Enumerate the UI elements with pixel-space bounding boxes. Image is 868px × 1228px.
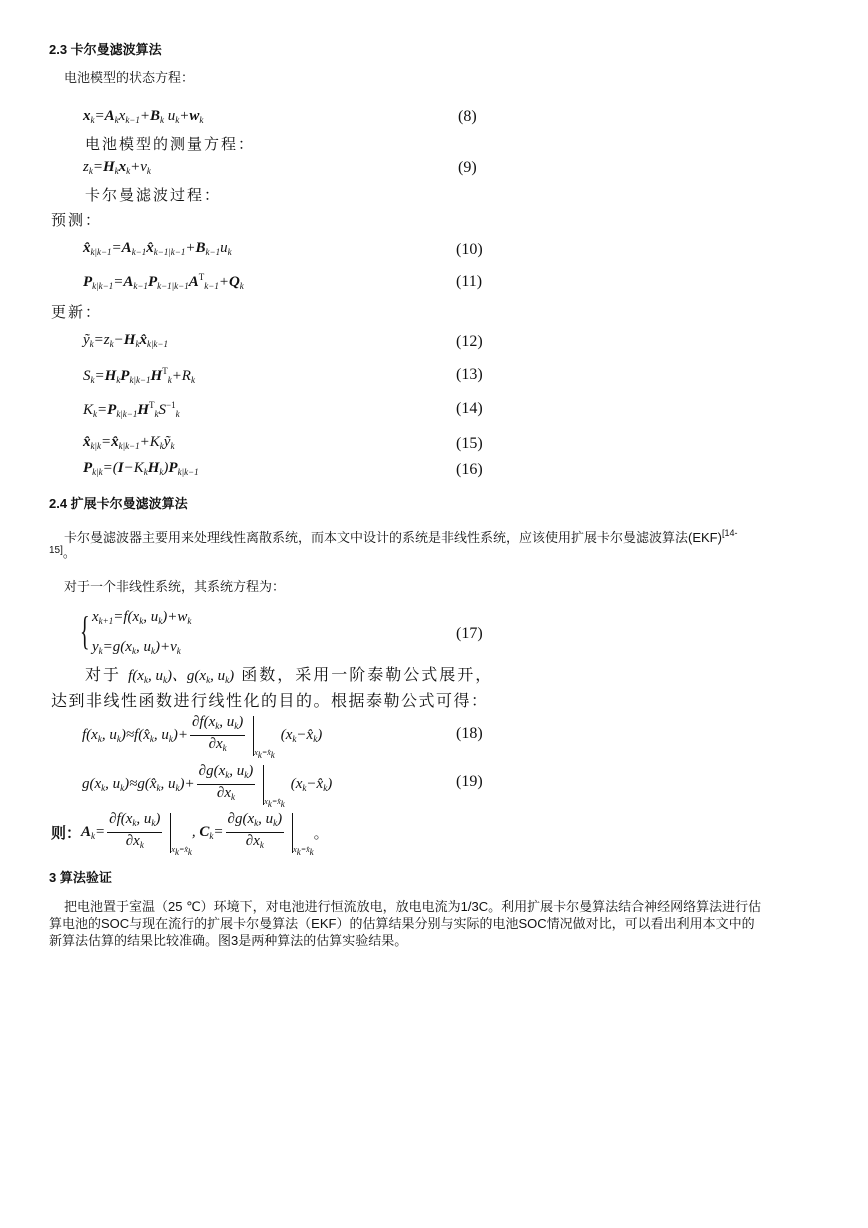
equation-16: $P_{k|k}=(I-K_kH_k)P_{k|k-1}$ <box>83 460 199 477</box>
validation-paragraph-line-1: 把电池置于室温（25 ℃）环境下，对电池进行恒流放电，放电电流为1/3C。利用扩展卡尔曼算法结合神经网络算法进行估 <box>64 899 762 914</box>
ekf-paragraph <box>64 524 737 547</box>
equation-13: $S_k=H_kP_{k|k-1}H^T_k+R_k$ <box>83 366 195 385</box>
jacobian-definitions: 则：$A_k=$ $\frac{\partial f(x_k, u_k)}{\partial x_k}$ $_{x_k=x̂_k}$, $C_k=$ $\frac{\partial g(x_k, u_k)}{\partial x_k}$ $_{x_k=x̂_k}$。 <box>51 811 329 857</box>
citation-ref-cont: 15] <box>49 545 63 556</box>
ekf-paragraph-cont <box>49 541 76 562</box>
equation-number-14: (14) <box>456 400 483 417</box>
taylor-functions: $f(x_k$, $u_k$)、$g(x_k$, $u_k$) <box>128 668 235 685</box>
taylor-line-2: 达到非线性函数进行线性化的目的。根据泰勒公式可得： <box>51 691 489 710</box>
kalman-process-caption: 卡尔曼滤波过程： <box>85 186 222 204</box>
equation-number-10: (10) <box>456 241 483 258</box>
equation-number-13: (13) <box>456 366 483 383</box>
citation-ref: [14- <box>721 528 738 538</box>
taylor-line-1a: 对于 <box>85 665 122 684</box>
equation-number-12: (12) <box>456 333 483 350</box>
predict-caption: 预测： <box>51 211 103 229</box>
equation-15: $x̂_{k|k}=x̂_{k|k-1}+K_kỹ_k$ <box>83 434 175 451</box>
update-caption: 更新： <box>51 303 103 321</box>
equation-number-19: (19) <box>456 773 483 790</box>
equation-number-11: (11) <box>456 273 483 290</box>
section-heading-2-4: 2.4 扩展卡尔曼滤波算法 <box>49 496 188 511</box>
equation-8: $x_k=A_kx_{k-1}+B_k$ $u_k+w_k$ <box>83 108 204 125</box>
then-label: 则： <box>51 824 82 842</box>
state-equation-intro: 电池模型的状态方程： <box>64 70 195 85</box>
ekf-paragraph-text: 卡尔曼滤波器主要用来处理线性离散系统，而本文中设计的系统是非线性系统，应该使用扩展卡尔曼滤波算法(EKF) <box>64 530 722 545</box>
equation-10: $x̂_{k|k-1}=A_{k-1}x̂_{k-1|k-1}+B_{k-1}u_k$ <box>83 240 232 257</box>
paragraph-end: 。 <box>62 545 76 560</box>
equation-18: $f(x_k$, $u_k)\approx f(x̂_k$, $u_k)+$ $\frac{\partial f(x_k, u_k)}{\partial x_k}$ $_{x_k=x̂_k}(x_k-x̂_k)$ <box>82 714 323 760</box>
taylor-line-1 <box>85 662 493 685</box>
equation-number-17: (17) <box>456 625 483 642</box>
equation-number-9: (9) <box>458 159 477 176</box>
equation-number-15: (15) <box>456 435 483 452</box>
validation-paragraph-line-2: 算电池的SOC与现在流行的扩展卡尔曼算法（EKF）的估算结果分别与实际的电池SOC情况做对比，可以看出利用本文中的 <box>49 916 755 931</box>
equation-number-18: (18) <box>456 725 483 742</box>
section-heading-3: 3 算法验证 <box>49 870 112 885</box>
equation-14: $K_k=P_{k|k-1}H^T_kS^{-1}_k$ <box>83 400 180 419</box>
equation-11: $P_{k|k-1}=A_{k-1}P_{k-1|k-1}A^T_{k-1}+Q_k$ <box>83 272 244 291</box>
equation-number-8: (8) <box>458 108 477 125</box>
section-heading-2-3: 2.3 卡尔曼滤波算法 <box>49 42 162 57</box>
equation-number-16: (16) <box>456 461 483 478</box>
nonlinear-system-intro: 对于一个非线性系统，其系统方程为： <box>64 579 286 594</box>
equation-9: $z_k=H_kx_k+v_k$ <box>83 159 151 176</box>
taylor-line-1b: 函数，采用一阶泰勒公式展开， <box>241 665 494 684</box>
equation-12: $ỹ_k=z_k-H_kx̂_{k|k-1}$ <box>83 332 168 349</box>
equation-19: $g(x_k$, $u_k)\approx g(x̂_k$, $u_k)+$ $\frac{\partial g(x_k, u_k)}{\partial x_k}$ $_{x_k=x̂_k}(x_k-x̂_k)$ <box>82 763 333 809</box>
measurement-caption: 电池模型的测量方程： <box>85 135 256 153</box>
validation-paragraph-line-3: 新算法估算的结果比较准确。图3是两种算法的估算实验结果。 <box>49 933 408 948</box>
